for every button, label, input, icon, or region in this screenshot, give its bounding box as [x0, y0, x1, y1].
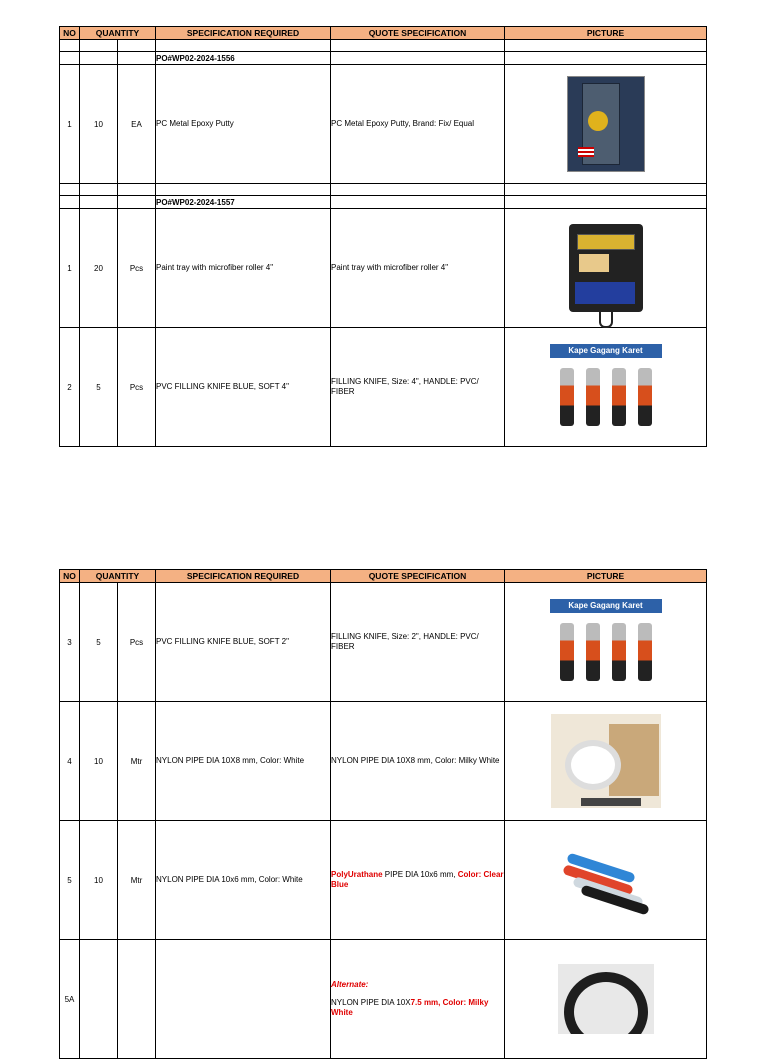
- item-picture: [505, 940, 707, 1059]
- item-spec: PVC FILLING KNIFE BLUE, SOFT 2": [156, 583, 331, 702]
- item-quote: FILLING KNIFE, Size: 2", HANDLE: PVC/ FIBER: [331, 583, 505, 702]
- item-quote: PC Metal Epoxy Putty, Brand: Fix/ Equal: [331, 65, 505, 184]
- item-no: 5A: [60, 940, 80, 1059]
- header-quote: QUOTE SPECIFICATION: [331, 27, 505, 40]
- quote-table-1: [59, 26, 707, 447]
- filling-knife-photo: [550, 344, 662, 430]
- quote-color: Color: Clear Blue: [331, 870, 504, 889]
- paint-tray-photo: [569, 224, 643, 312]
- item-no: 2: [60, 328, 80, 447]
- item-quote: FILLING KNIFE, Size: 4", HANDLE: PVC/ FIBER: [331, 328, 505, 447]
- item-picture: [505, 65, 707, 184]
- item-picture: [505, 821, 707, 940]
- quote-text: PIPE DIA 10x6 mm,: [382, 870, 458, 879]
- item-qty: [80, 940, 118, 1059]
- item-unit: Pcs: [118, 209, 156, 328]
- table-row: [60, 328, 707, 447]
- item-spec: Paint tray with microfiber roller 4": [156, 209, 331, 328]
- filling-knife-photo: [550, 599, 662, 685]
- header-spec: SPECIFICATION REQUIRED: [156, 570, 331, 583]
- header-spec: SPECIFICATION REQUIRED: [156, 27, 331, 40]
- item-picture: [505, 702, 707, 821]
- quote-material: PolyUrathane: [331, 870, 383, 879]
- item-qty: 10: [80, 821, 118, 940]
- item-no: 1: [60, 209, 80, 328]
- alt-spec: 7.5 mm, Color: Milky White: [331, 998, 489, 1017]
- item-spec: NYLON PIPE DIA 10x6 mm, Color: White: [156, 821, 331, 940]
- header-row: [60, 27, 707, 40]
- item-picture: [505, 328, 707, 447]
- blank-row: [60, 40, 707, 52]
- item-unit: [118, 940, 156, 1059]
- item-spec: [156, 940, 331, 1059]
- header-no: NO: [60, 570, 80, 583]
- po-number: PO#WP02-2024-1557: [156, 196, 331, 209]
- po-number: PO#WP02-2024-1556: [156, 52, 331, 65]
- pu-pipe-photo: [558, 837, 654, 923]
- blank-row: [60, 184, 707, 196]
- item-quote: [331, 940, 505, 1059]
- item-unit: Mtr: [118, 821, 156, 940]
- header-no: NO: [60, 27, 80, 40]
- item-no: 5: [60, 821, 80, 940]
- item-unit: EA: [118, 65, 156, 184]
- item-qty: 10: [80, 65, 118, 184]
- nylon-pipe-photo: [551, 714, 661, 808]
- alternate-label: Alternate:: [331, 980, 369, 989]
- table-row: [60, 209, 707, 328]
- table-row: [60, 702, 707, 821]
- knife-banner: Kape Gagang Karet: [550, 599, 662, 613]
- item-quote: NYLON PIPE DIA 10X8 mm, Color: Milky White: [331, 702, 505, 821]
- table-row: [60, 940, 707, 1059]
- item-quote: [331, 821, 505, 940]
- epoxy-putty-photo: [567, 76, 645, 172]
- item-spec: NYLON PIPE DIA 10X8 mm, Color: White: [156, 702, 331, 821]
- item-qty: 5: [80, 328, 118, 447]
- header-quantity: QUANTITY: [80, 27, 156, 40]
- table-row: [60, 583, 707, 702]
- item-no: 1: [60, 65, 80, 184]
- item-unit: Mtr: [118, 702, 156, 821]
- item-unit: Pcs: [118, 583, 156, 702]
- item-picture: [505, 209, 707, 328]
- item-qty: 5: [80, 583, 118, 702]
- table-row: [60, 65, 707, 184]
- alt-text: NYLON PIPE DIA 10X: [331, 998, 411, 1007]
- header-row: [60, 570, 707, 583]
- item-no: 4: [60, 702, 80, 821]
- item-no: 3: [60, 583, 80, 702]
- item-spec: PC Metal Epoxy Putty: [156, 65, 331, 184]
- item-spec: PVC FILLING KNIFE BLUE, SOFT 4": [156, 328, 331, 447]
- item-picture: [505, 583, 707, 702]
- quote-table-2: [59, 569, 707, 1059]
- header-picture: PICTURE: [505, 570, 707, 583]
- knife-banner: Kape Gagang Karet: [550, 344, 662, 358]
- header-quote: QUOTE SPECIFICATION: [331, 570, 505, 583]
- item-qty: 20: [80, 209, 118, 328]
- po-row: [60, 196, 707, 209]
- po-row: [60, 52, 707, 65]
- header-picture: PICTURE: [505, 27, 707, 40]
- item-qty: 10: [80, 702, 118, 821]
- item-unit: Pcs: [118, 328, 156, 447]
- item-quote: Paint tray with microfiber roller 4": [331, 209, 505, 328]
- table-row: [60, 821, 707, 940]
- header-quantity: QUANTITY: [80, 570, 156, 583]
